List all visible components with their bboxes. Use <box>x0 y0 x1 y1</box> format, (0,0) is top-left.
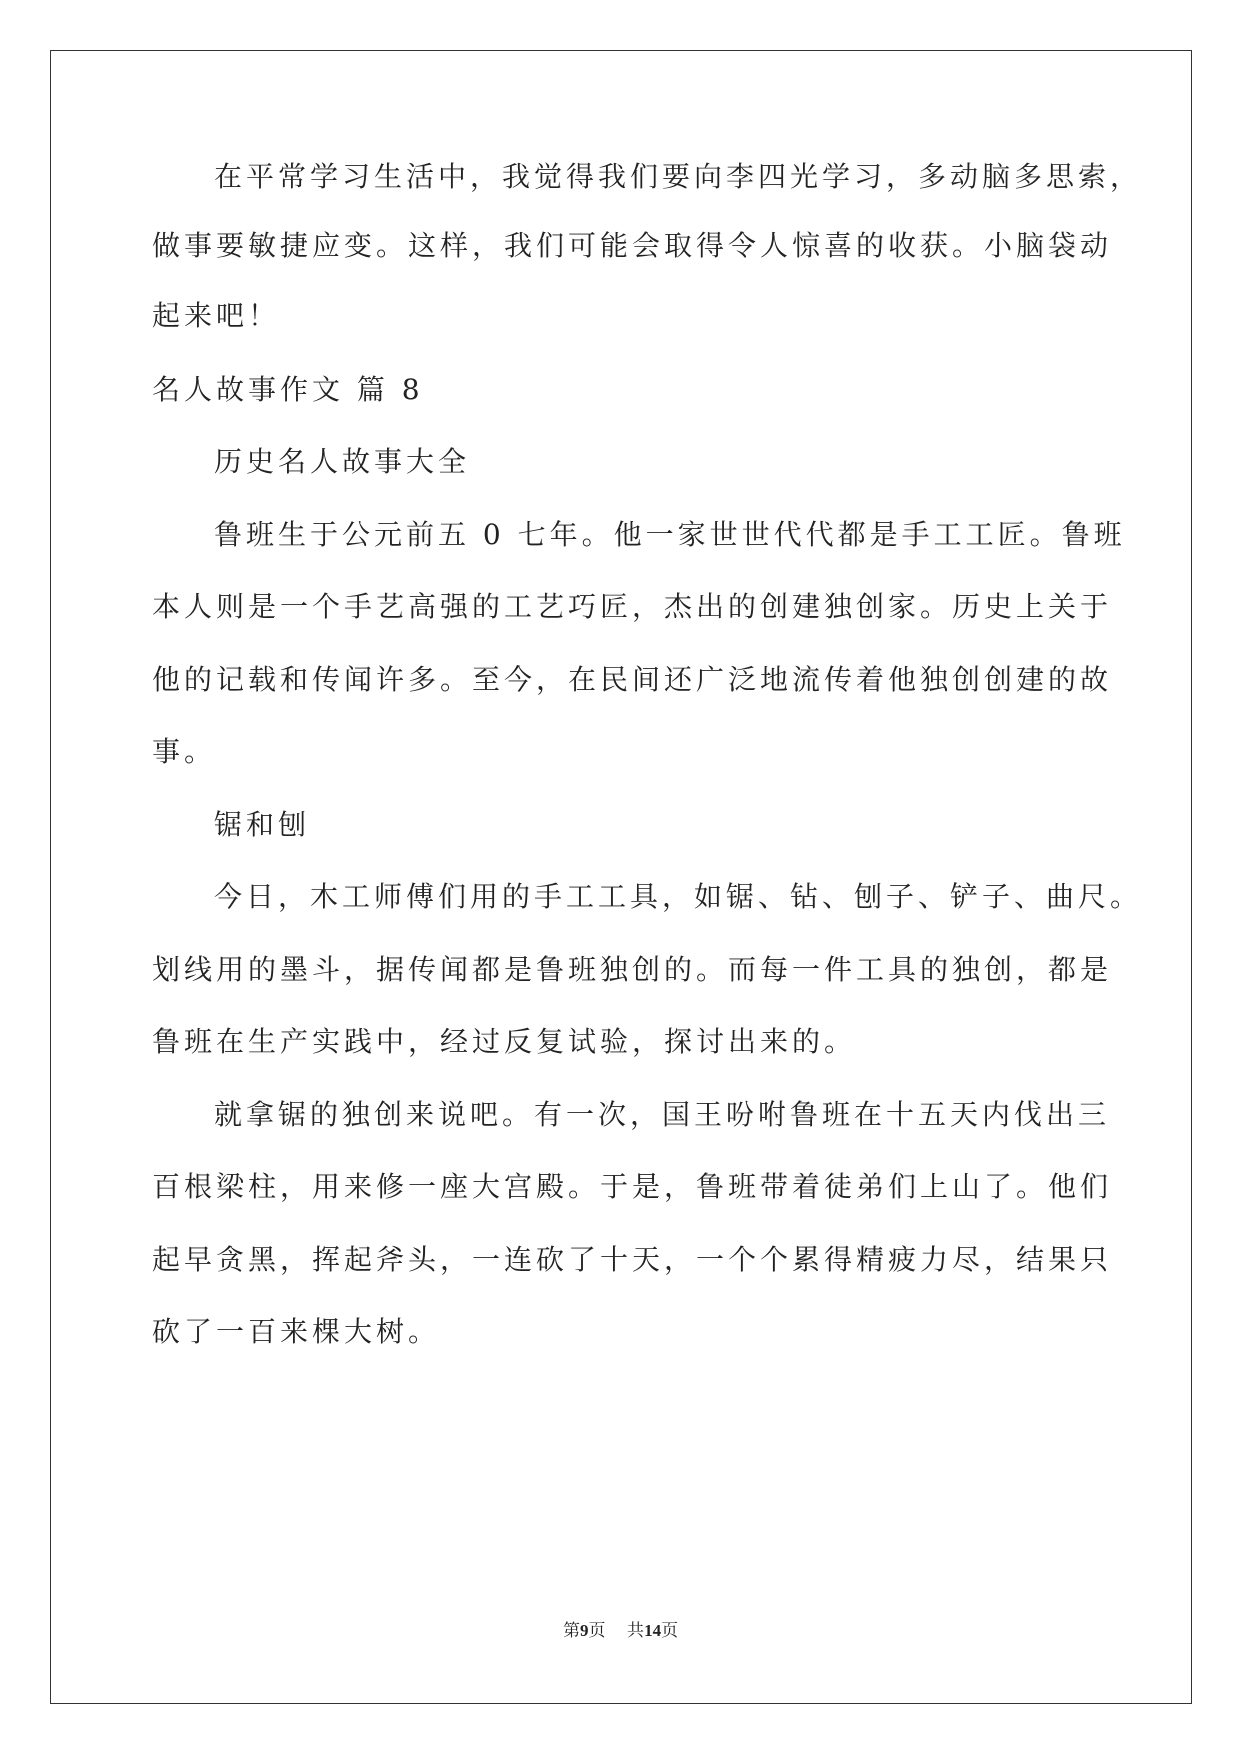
footer-prefix: 第 <box>562 1621 580 1641</box>
paragraph-line: 做事要敏捷应变。这样，我们可能会取得令人惊喜的收获。小脑袋动 <box>152 229 1113 262</box>
paragraph-line: 就拿锯的独创来说吧。有一次，国王吩咐鲁班在十五天内伐出三 <box>214 1098 1111 1131</box>
total-pages-number: 14 <box>644 1621 662 1640</box>
current-page-number: 9 <box>579 1621 589 1640</box>
paragraph-line: 砍了一百来棵大树。 <box>152 1315 441 1348</box>
paragraph-line: 在平常学习生活中，我觉得我们要向李四光学习，多动脑多思索， <box>214 160 1143 193</box>
section-heading: 名人故事作文 篇 8 <box>152 373 424 406</box>
paragraph-line: 鲁班生于公元前五 0 七年。他一家世世代代都是手工工匠。鲁班 <box>214 518 1126 551</box>
paragraph-line: 今日，木工师傅们用的手工工具，如锯、钻、刨子、铲子、曲尺。 <box>214 880 1143 913</box>
paragraph-line: 划线用的墨斗，据传闻都是鲁班独创的。而每一件工具的独创，都是 <box>152 953 1113 986</box>
subheading: 锯和刨 <box>214 808 311 841</box>
paragraph-line: 百根梁柱，用来修一座大宫殿。于是，鲁班带着徒弟们上山了。他们 <box>152 1170 1113 1203</box>
paragraph-line: 事。 <box>152 735 217 768</box>
footer-suffix: 页 <box>661 1621 679 1641</box>
footer-middle: 页 共 <box>588 1621 645 1641</box>
page-footer <box>0 1620 1241 1642</box>
paragraph-line: 鲁班在生产实践中，经过反复试验，探讨出来的。 <box>152 1025 857 1058</box>
paragraph-line: 本人则是一个手艺高强的工艺巧匠，杰出的创建独创家。历史上关于 <box>152 590 1113 623</box>
paragraph-line: 他的记载和传闻许多。至今，在民间还广泛地流传着他独创创建的故 <box>152 663 1113 696</box>
paragraph-line: 起来吧！ <box>152 299 281 332</box>
article-title: 历史名人故事大全 <box>214 445 471 478</box>
paragraph-line: 起早贪黑，挥起斧头，一连砍了十天，一个个累得精疲力尽，结果只 <box>152 1243 1113 1276</box>
